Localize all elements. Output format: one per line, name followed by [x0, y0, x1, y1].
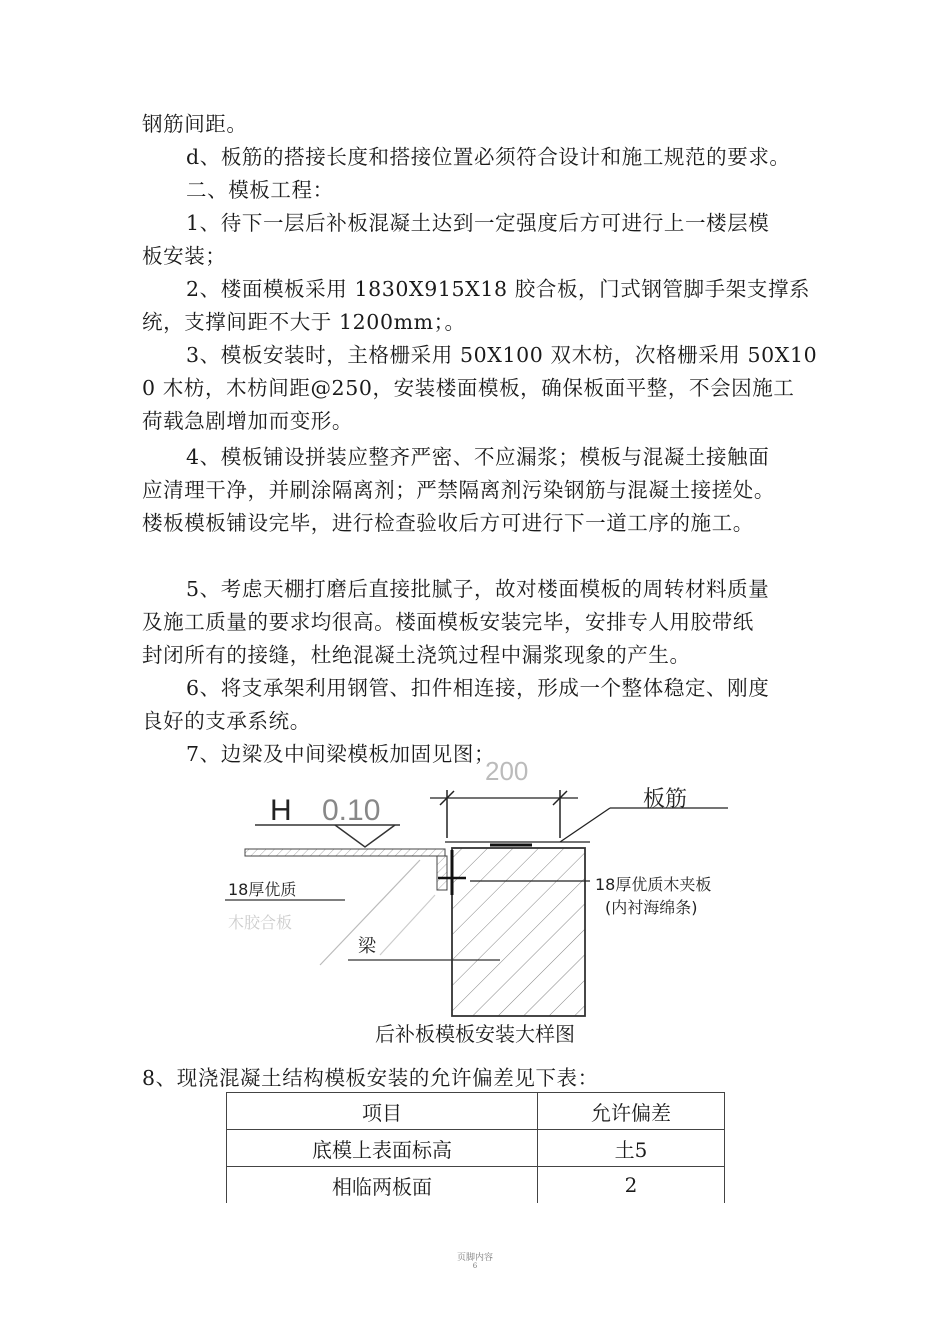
rebar-leader — [560, 808, 610, 842]
elevation-value-label: 0.10 — [322, 794, 381, 827]
paragraph-line: 良好的支承系统。 — [142, 709, 311, 733]
figure-caption: 后补板模板安装大样图 — [375, 1022, 575, 1046]
paragraph-line: 封闭所有的接缝，杜绝混凝土浇筑过程中漏浆现象的产生。 — [142, 643, 691, 667]
right-label-1: 18厚优质木夹板 — [595, 875, 712, 894]
paragraph-line: 4、模板铺设拼装应整齐严密、不应漏浆；模板与混凝土接触面 — [186, 445, 770, 469]
elevation-triangle — [335, 825, 395, 847]
top-dimension-label: 200 — [485, 756, 529, 786]
table-cell: 2 — [538, 1167, 725, 1204]
paragraph-line: 7、边梁及中间梁模板加固见图； — [186, 742, 496, 766]
paragraph-line: 5、考虑天棚打磨后直接批腻子，故对楼面模板的周转材料质量 — [186, 577, 770, 601]
page-footer: 页脚内容 — [456, 1253, 493, 1263]
table-row — [227, 1130, 725, 1167]
paragraph-line: 统，支撑间距不大于 1200mm；。 — [142, 310, 466, 334]
paragraph-line: 2、楼面模板采用 1830X915X18 胶合板，门式钢管脚手架支撑系 — [186, 277, 811, 301]
table-row — [227, 1167, 725, 1204]
right-label-2: (内衬海绵条) — [605, 898, 698, 917]
table-cell: 相临两板面 — [227, 1167, 538, 1204]
paragraph-line: 及施工质量的要求均很高。楼面模板安装完毕，安排专人用胶带纸 — [142, 610, 754, 634]
diagonal-brace-2 — [380, 895, 435, 955]
paragraph-line: 应清理干净，并刷涂隔离剂；严禁隔离剂污染钢筋与混凝土接搓处。 — [142, 478, 775, 502]
table-header-item: 项目 — [227, 1093, 538, 1130]
table-intro: 8、现浇混凝土结构模板安装的允许偏差见下表： — [142, 1066, 599, 1090]
section-heading: 二、模板工程： — [186, 178, 334, 202]
table-header-tolerance: 允许偏差 — [538, 1093, 725, 1130]
beam-label: 梁 — [358, 936, 376, 957]
left-label-1: 18厚优质 — [228, 880, 297, 899]
table-cell: 底模上表面标高 — [227, 1130, 538, 1167]
side-plank — [437, 856, 447, 890]
table-cell: 土5 — [538, 1130, 725, 1167]
left-label-2: 木胶合板 — [228, 913, 293, 932]
rebar-label: 板筋 — [643, 787, 688, 812]
paragraph-line: 板安装； — [142, 244, 227, 268]
paragraph-line: 3、模板安装时，主格栅采用 50X100 双木枋，次格栅采用 50X10 — [186, 343, 818, 367]
paragraph-line: 0 木枋，木枋间距@250，安装楼面模板，确保板面平整，不会因施工 — [142, 376, 795, 400]
page-number: 6 — [472, 1262, 478, 1270]
paragraph-line: 6、将支承架利用钢管、扣件相连接，形成一个整体稳定、刚度 — [186, 676, 770, 700]
paragraph-line: 1、待下一层后补板混凝土达到一定强度后方可进行上一楼层模 — [186, 211, 770, 235]
deviation-table — [226, 1092, 725, 1203]
paragraph-line: d、板筋的搭接长度和搭接位置必须符合设计和施工规范的要求。 — [186, 145, 791, 169]
elevation-h-label: H — [270, 794, 292, 827]
slab-formwork — [245, 849, 445, 856]
paragraph-line: 钢筋间距。 — [142, 112, 248, 136]
beam-section — [452, 848, 585, 1016]
paragraph-line: 楼板模板铺设完毕，进行检查验收后方可进行下一道工序的施工。 — [142, 511, 754, 535]
paragraph-line: 荷载急剧增加而变形。 — [142, 409, 353, 433]
table-header-row — [227, 1093, 725, 1130]
